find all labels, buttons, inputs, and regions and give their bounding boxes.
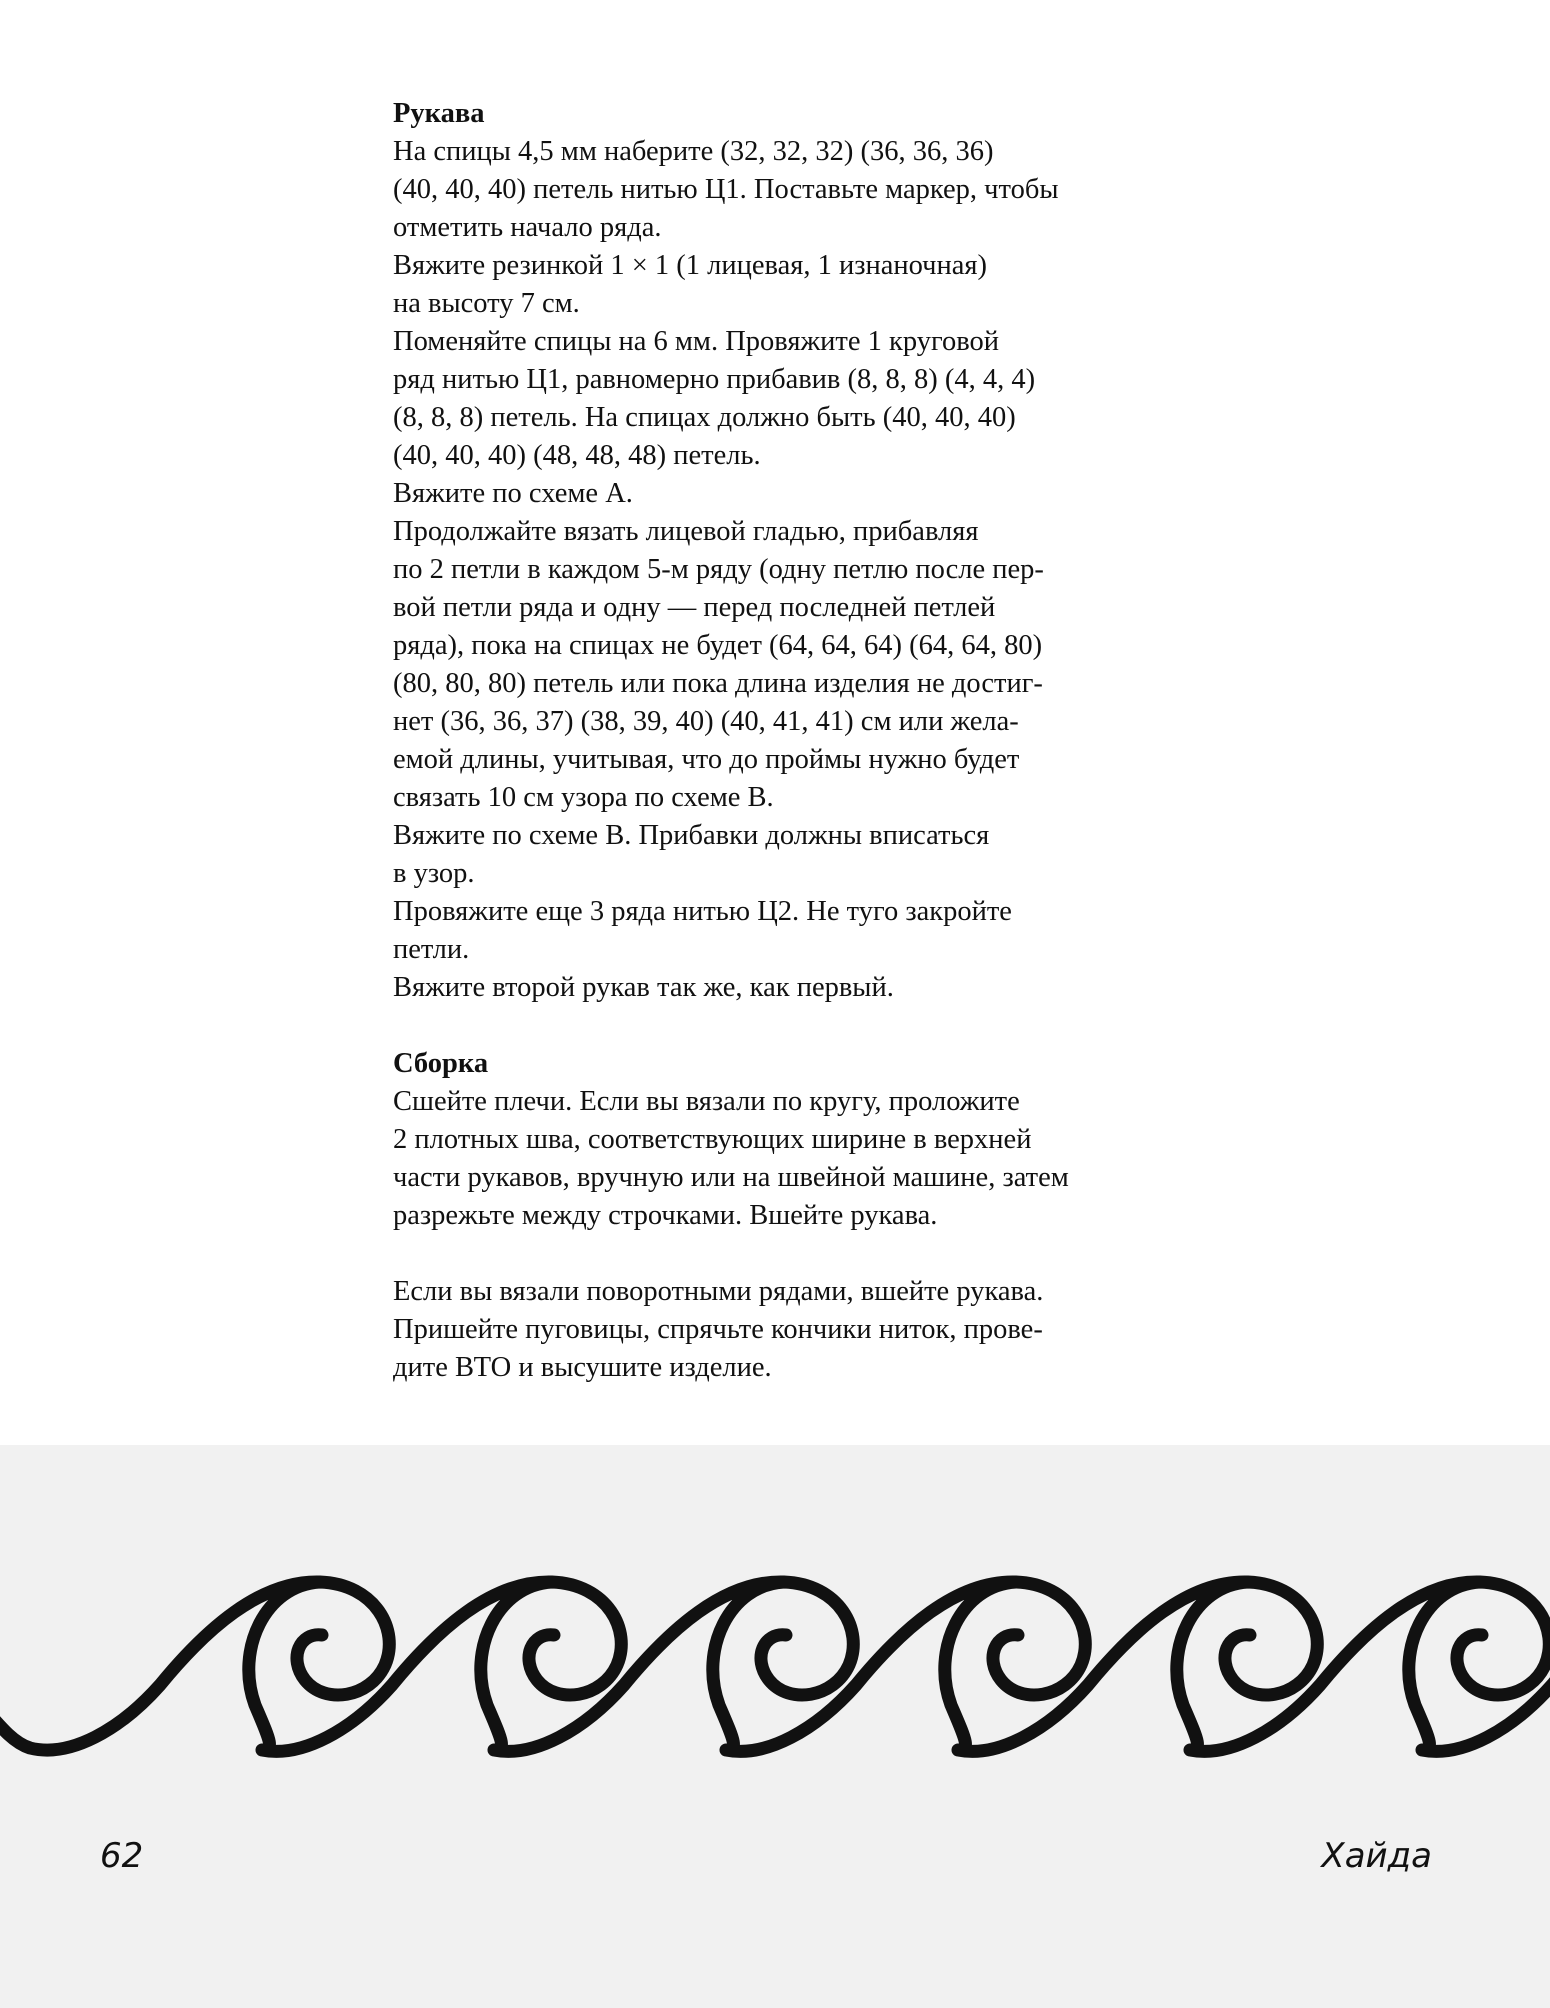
paragraph-line: Продолжайте вязать лицевой гладью, прибавляя <box>393 516 979 547</box>
text-column <box>393 95 1163 1387</box>
section-assembly <box>393 1045 1163 1387</box>
paragraph-line: дите ВТО и высушите изделие. <box>393 1352 772 1383</box>
paragraph-line: ряда), пока на спицах не будет (64, 64, 64) (64, 64, 80) <box>393 630 1043 661</box>
paragraph-line: Провяжите еще 3 ряда нитью Ц2. Не туго закройте <box>393 896 1012 927</box>
paragraph-line: (40, 40, 40) (48, 48, 48) петель. <box>393 440 761 471</box>
wave-line <box>0 1582 1550 1751</box>
paragraph-line: петли. <box>393 934 470 965</box>
page-number: 62 <box>100 1836 144 1876</box>
paragraph-line: 2 плотных шва, соответствующих ширине в верхней <box>393 1124 1032 1155</box>
section-spacer <box>393 1007 1163 1045</box>
paragraph-line: (40, 40, 40) петель нитью Ц1. Поставьте маркер, чтобы <box>393 174 1059 205</box>
paragraph-line: (80, 80, 80) петель или пока длина изделия не достиг- <box>393 668 1043 699</box>
paragraph-line: отметить начало ряда. <box>393 212 662 243</box>
paragraph-spacer <box>393 1235 1163 1273</box>
paragraph-line: в узор. <box>393 858 475 889</box>
paragraph-line: вой петли ряда и одну — перед последней петлей <box>393 592 996 623</box>
wave-ornament <box>0 1500 1550 1840</box>
paragraph-line: емой длины, учитывая, что до проймы нужно будет <box>393 744 1020 775</box>
section-title-sleeves: Рукава <box>393 98 485 129</box>
paragraph-line: Вяжите по схеме В. Прибавки должны вписаться <box>393 820 990 851</box>
paragraph-line: На спицы 4,5 мм наберите (32, 32, 32) (36, 36, 36) <box>393 136 994 167</box>
paragraph-line: Вяжите по схеме А. <box>393 478 633 509</box>
paragraph-line: ряд нитью Ц1, равномерно прибавив (8, 8, 8) (4, 4, 4) <box>393 364 1036 395</box>
paragraph-line: разрежьте между строчками. Вшейте рукава. <box>393 1200 938 1231</box>
paragraph-line: Если вы вязали поворотными рядами, вшейте рукава. <box>393 1276 1044 1307</box>
paragraph-line: по 2 петли в каждом 5-м ряду (одну петлю после пер- <box>393 554 1044 585</box>
paragraph-line: нет (36, 36, 37) (38, 39, 40) (40, 41, 41) см или жела- <box>393 706 1019 737</box>
section-title-assembly: Сборка <box>393 1048 489 1079</box>
section-sleeves <box>393 95 1163 1007</box>
paragraph-line: связать 10 см узора по схеме В. <box>393 782 774 813</box>
paragraph-line: Поменяйте спицы на 6 мм. Провяжите 1 круговой <box>393 326 1000 357</box>
running-title: Хайда <box>1321 1836 1432 1876</box>
paragraph-line: Сшейте плечи. Если вы вязали по кругу, проложите <box>393 1086 1020 1117</box>
paragraph-line: (8, 8, 8) петель. На спицах должно быть (40, 40, 40) <box>393 402 1016 433</box>
paragraph-line: на высоту 7 см. <box>393 288 580 319</box>
paragraph-line: Пришейте пуговицы, спрячьте кончики ниток, прове- <box>393 1314 1043 1345</box>
paragraph-line: Вяжите второй рукав так же, как первый. <box>393 972 894 1003</box>
paragraph-line: Вяжите резинкой 1 × 1 (1 лицевая, 1 изнаночная) <box>393 250 987 281</box>
paragraph-line: части рукавов, вручную или на швейной машине, затем <box>393 1162 1069 1193</box>
